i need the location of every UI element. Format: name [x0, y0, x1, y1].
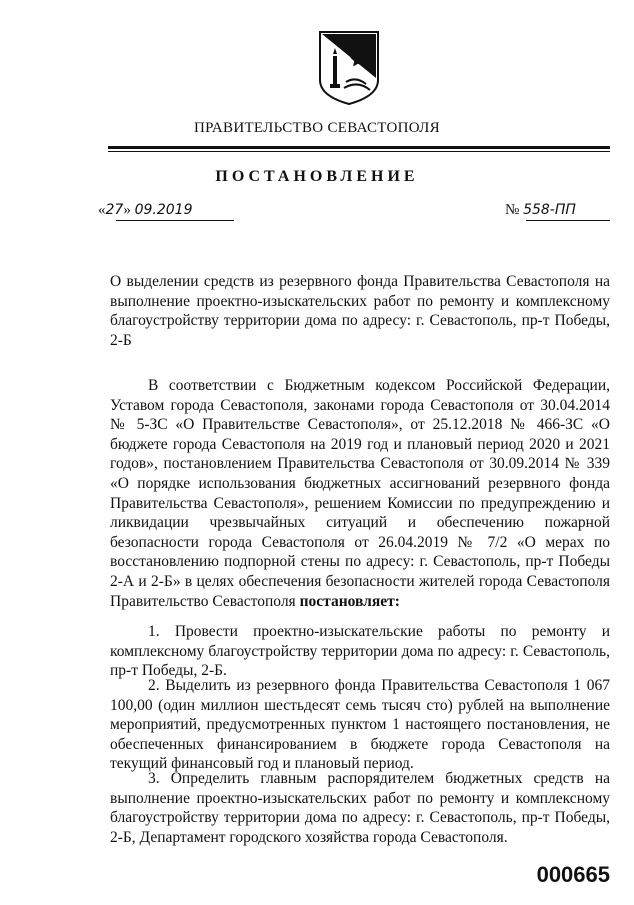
- resolves-keyword: постановляет:: [299, 592, 400, 610]
- number-sign: №: [505, 202, 520, 218]
- document-serial-number: 000665: [536, 862, 610, 887]
- resolution-item-1: 1. Провести проектно-изыскательские работы по ремонту и комплексному благоустройству территории дома по адресу: г. Севастополь, пр-т Победы, 2-Б.: [110, 623, 610, 680]
- sevastopol-coat-of-arms-icon: [318, 30, 380, 106]
- document-type: ПОСТАНОВЛЕНИЕ: [215, 168, 419, 185]
- date-underline: [116, 220, 234, 221]
- document-number: [505, 202, 609, 220]
- document-date: [98, 202, 234, 220]
- header-rule-thick: [108, 146, 610, 149]
- number-underline: [526, 220, 610, 221]
- date-day: 27: [105, 202, 124, 218]
- date-open-quote: «: [98, 202, 106, 218]
- number-value: 558-ПП: [523, 202, 576, 218]
- resolution-item-2: 2. Выделить из резервного фонда Правительства Севастополя 1 067 100,00 (один миллион шестьдесят семь тысяч сто) рублей на выполнение мероприятий, предусмотренных пунктом 1 настоящего постановления, не обеспеченных финансированием в бюджете города Севастополя на текущий финансовый год и плановый период.: [110, 677, 610, 773]
- preamble-text: В соответствии с Бюджетным кодексом Российской Федерации, Уставом города Севастополя, законами города Севастополя от 30.04.2014 № 5-ЗС «О Правительстве Севастополя», от 25.12.2018 № 466-ЗС «О бюджете города Севастополя на 2019 год и плановый период 2020 и 2021 годов», постановлением Правительства Севастополя от 30.09.2014 № 339 «О порядке использования бюджетных ассигнований резервного фонда Правительства Севастополя», решением Комиссии по предупреждению и ликвидации чрезвычайных ситуаций и обеспечению пожарной безопасности города Севастополя от 26.04.2019 № 7/2 «О мерах по восстановлению подпорной стены по адресу: г. Севастополь, пр-т Победы 2-А и 2-Б» в целях обеспечения безопасности жителей города Севастополя Правительство Севастополя: [110, 377, 610, 610]
- date-close-quote: »: [123, 202, 131, 218]
- document-subject: О выделении средств из резервного фонда Правительства Севастополя на выполнение проектно-изыскательских работ по ремонту и комплексному благоустройству территории дома по адресу: г. Севастополь, пр-т Победы, 2-Б: [110, 273, 610, 349]
- government-title: ПРАВИТЕЛЬСТВО СЕВАСТОПОЛЯ: [194, 120, 440, 136]
- date-month-year: 09.2019: [134, 202, 193, 218]
- preamble-paragraph: [110, 376, 610, 611]
- header-rule-thin: [108, 151, 610, 152]
- resolution-item-3: 3. Определить главным распорядителем бюджетных средств на выполнение проектно-изыскательских работ по ремонту и комплексному благоустройству территории дома по адресу: г. Севастополь, пр-т Победы, 2-Б, Департамент городского хозяйства города Севастополя.: [110, 770, 610, 846]
